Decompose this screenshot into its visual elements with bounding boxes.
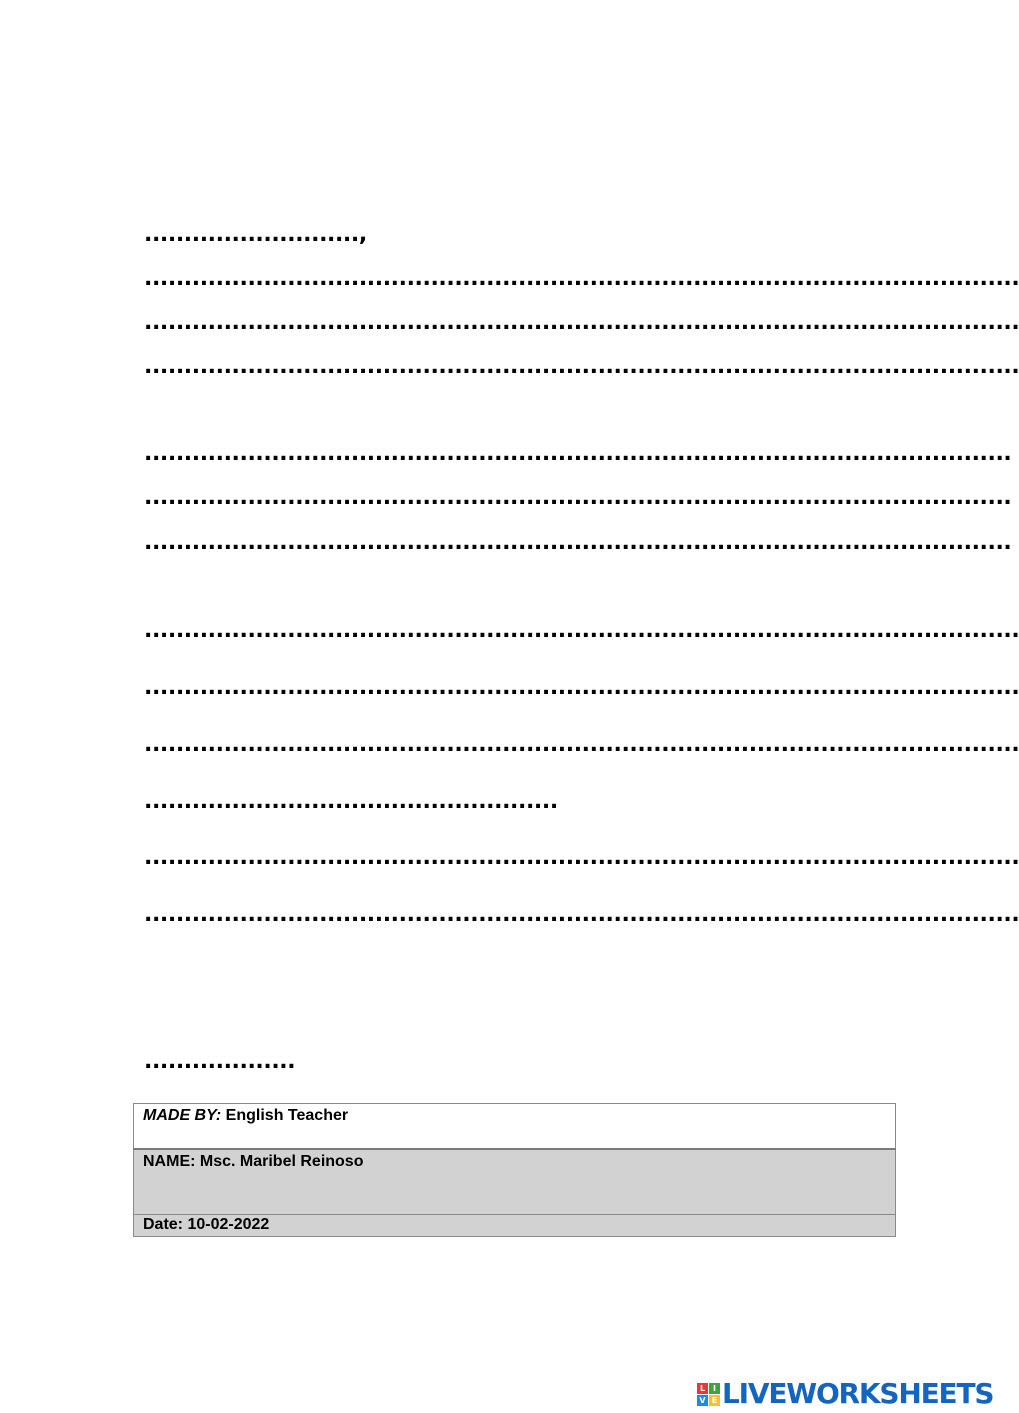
- logo-letter-l: L: [697, 1383, 708, 1394]
- paragraph-1-line-2: ..............................................................................................................: [144, 310, 1019, 335]
- liveworksheets-logo: [697, 1377, 993, 1411]
- paragraph-3-line-1: ..............................................................................................................: [144, 618, 1019, 643]
- paragraph-1-line-1: ..............................................................................................................: [144, 266, 1019, 291]
- name-cell: NAME: Msc. Maribel Reinoso: [134, 1149, 896, 1215]
- name-row: [134, 1149, 896, 1215]
- paragraph-3-line-2: ..............................................................................................................: [144, 675, 1019, 700]
- made-by-row: [134, 1104, 896, 1150]
- made-by-label: MADE BY:: [143, 1107, 222, 1124]
- paragraph-3-line-3: ..............................................................................................................: [144, 732, 1019, 757]
- logo-letter-i: I: [709, 1383, 720, 1394]
- author-info-table: [133, 1103, 896, 1237]
- greeting-blank: ...........................,: [144, 222, 367, 247]
- paragraph-1-line-3: ..............................................................................................................: [144, 354, 1019, 379]
- paragraph-3-line-5: ..............................................................................................................: [144, 845, 1019, 870]
- date-row: [134, 1215, 896, 1237]
- date-cell: Date: 10-02-2022: [134, 1215, 896, 1237]
- paragraph-2-line-1: .............................................................................................................: [144, 441, 1012, 466]
- paragraph-3-line-6: ..............................................................................................................: [144, 902, 1019, 927]
- paragraph-2-line-2: .............................................................................................................: [144, 485, 1012, 510]
- paragraph-2-line-3: .............................................................................................................: [144, 530, 1012, 555]
- logo-letter-e: E: [709, 1395, 720, 1406]
- made-by-cell: [134, 1104, 896, 1150]
- closing-blank: ...................: [144, 1049, 296, 1074]
- logo-letter-v: V: [697, 1395, 708, 1406]
- liveworksheets-logo-icon: [697, 1383, 720, 1406]
- made-by-value: English Teacher: [221, 1107, 349, 1124]
- paragraph-3-line-4: ....................................................: [144, 789, 558, 814]
- liveworksheets-brand-text: LIVEWORKSHEETS: [722, 1377, 994, 1410]
